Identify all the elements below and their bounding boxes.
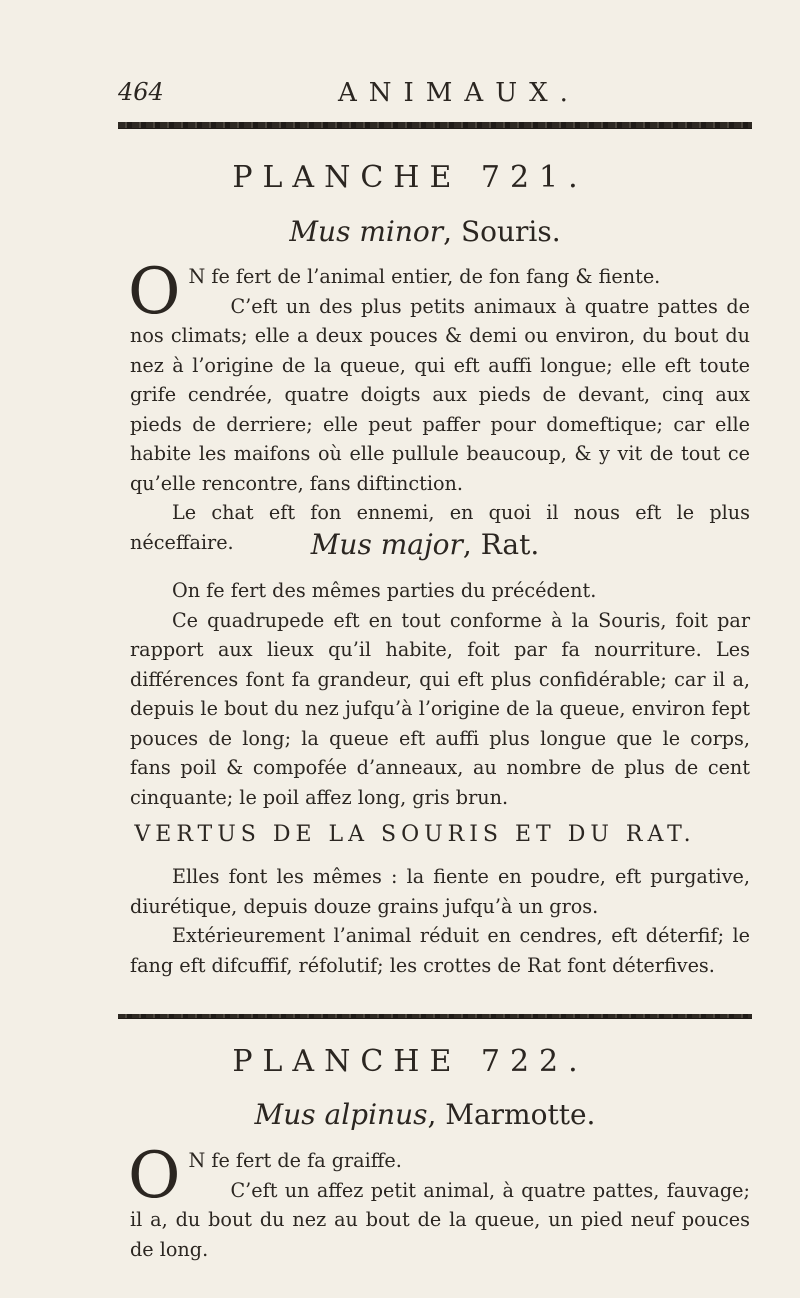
latin-name-mus-alpinus: Mus alpinus bbox=[254, 1098, 428, 1131]
page-header bbox=[118, 78, 760, 112]
paragraph: Extérieurement l’animal réduit en cendres, eft déterfif; le fang eft difcuffif, réfolutif; les crottes de Rat font déterfives. bbox=[130, 924, 750, 977]
drop-cap: O bbox=[128, 1139, 181, 1213]
plate-721-title: PLANCHE 721. bbox=[232, 160, 588, 195]
vertus-text bbox=[130, 862, 750, 980]
paragraph: Ce quadrupede eft en tout conforme à la Souris, foit par rapport aux lieux qu’il habite, foit par fa nourriture. Les différences font fa grandeur, qui eft plus confidérable; car il a, depuis le bout du nez jufqu’à l’origine de la queue, environ fept pouces de long; la queue eft auffi plus longue que le corps, fans poil & compofée d’anneaux, au nombre de plus de cent cinquante; le poil affez long, gris brun. bbox=[130, 608, 750, 809]
running-title: ANIMAUX. bbox=[338, 78, 580, 108]
paragraph: Le chat eft fon ennemi, en quoi il nous eft le plus néceffaire. bbox=[130, 501, 750, 554]
plate-722-text bbox=[128, 1139, 750, 1264]
rat-subtitle: Mus major, Rat. bbox=[310, 528, 540, 561]
page-number: 464 bbox=[118, 78, 164, 106]
latin-name-mus-major: Mus major bbox=[310, 528, 463, 561]
ornamental-rule-top bbox=[118, 122, 752, 129]
paragraph: Elles font les mêmes : la fiente en poudre, eft purgative, diurétique, depuis douze grains jufqu’à un gros. bbox=[130, 865, 750, 918]
common-name-rat: Rat. bbox=[480, 528, 540, 561]
latin-name-mus-minor: Mus minor bbox=[289, 215, 444, 248]
rat-text bbox=[130, 576, 750, 812]
paragraph: O N fe fert de fa graiffe. bbox=[128, 1139, 402, 1213]
plate-721-subtitle: Mus minor, Souris. bbox=[289, 215, 561, 248]
plate-722-title: PLANCHE 722. bbox=[232, 1044, 588, 1079]
drop-cap: O bbox=[128, 255, 181, 329]
paragraph: C’eft un affez petit animal, à quatre pattes, fauvage; il a, du bout du nez au bout de la queue, un pied neuf pouces de long. bbox=[130, 1178, 750, 1261]
ornamental-rule-middle bbox=[118, 1014, 752, 1019]
vertus-heading: VERTUS DE LA SOURIS ET DU RAT. bbox=[134, 822, 696, 847]
paragraph: C’eft un des plus petits animaux à quatre pattes de nos climats; elle a deux pouces & demi ou environ, du bout du nez à l’origine de la queue, qui eft auffi longue; elle eft toute grife cendrée, quatre doigts aux pieds de devant, cinq aux pieds de derriere; elle peut paffer pour domeftique; car elle habite les maifons où elle pullule beaucoup, & y vit de tout ce qu’elle rencontre, fans diftinction. bbox=[130, 294, 750, 495]
plate-721-text bbox=[128, 255, 750, 557]
common-name-souris: Souris. bbox=[460, 215, 561, 248]
paragraph: O N fe fert de l’animal entier, de fon fang & fiente. bbox=[128, 255, 661, 329]
plate-722-subtitle: Mus alpinus, Marmotte. bbox=[254, 1098, 596, 1131]
common-name-marmotte: Marmotte. bbox=[445, 1098, 596, 1131]
paragraph: On fe fert des mêmes parties du précédent. bbox=[172, 579, 597, 602]
